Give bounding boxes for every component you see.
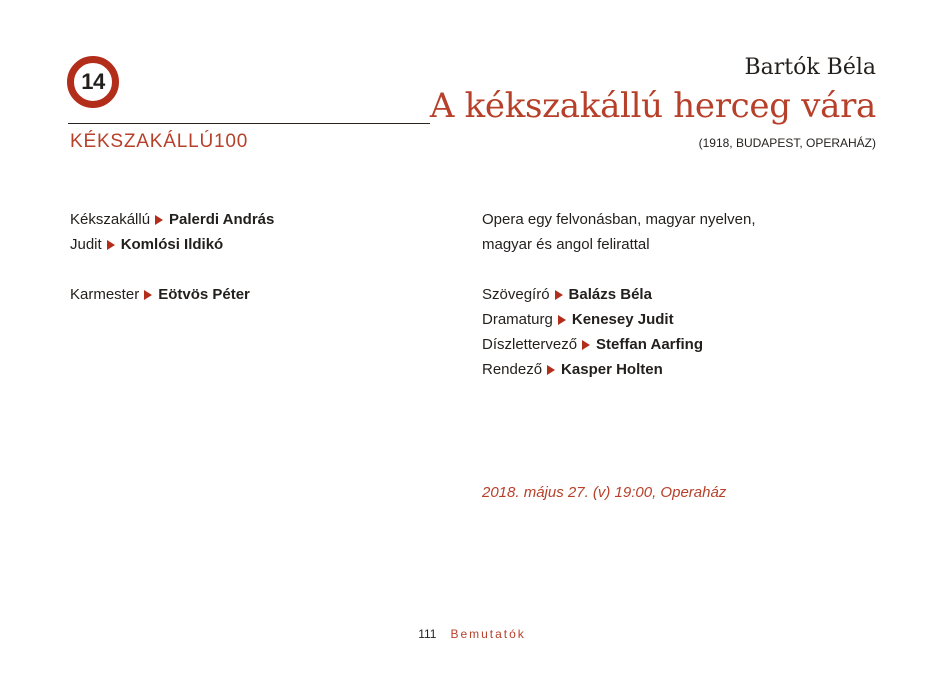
triangle-right-icon — [582, 340, 590, 350]
role-label: Kékszakállú — [70, 211, 151, 228]
triangle-right-icon — [107, 240, 115, 250]
performer-name: Eötvös Péter — [158, 286, 250, 303]
crew-row — [482, 357, 882, 382]
role-label: Dramaturg — [482, 311, 553, 328]
triangle-right-icon — [144, 290, 152, 300]
crew-row — [482, 282, 882, 307]
crew-name: Steffan Aarfing — [596, 336, 703, 353]
info-column — [482, 207, 882, 382]
section-name: Bemutatók — [450, 627, 526, 641]
triangle-right-icon — [558, 315, 566, 325]
crew-name: Balázs Béla — [568, 286, 652, 303]
performer-name: Komlósi Ildikó — [120, 236, 224, 253]
crew-row — [482, 307, 882, 332]
header-rule — [68, 123, 430, 124]
spacer — [482, 257, 882, 282]
crew-row — [482, 332, 882, 357]
role-label: Szövegíró — [482, 286, 550, 303]
description-line: magyar és angol felirattal — [482, 236, 650, 253]
spacer — [70, 257, 450, 282]
page-footer — [0, 627, 944, 641]
performance-date: 2018. május 27. (v) 19:00, Operaház — [482, 484, 727, 501]
role-label: Rendező — [482, 361, 543, 378]
cast-row — [70, 207, 450, 232]
triangle-right-icon — [155, 215, 163, 225]
performer-name: Palerdi András — [169, 211, 275, 228]
work-title: A kékszakállú herceg vára — [429, 86, 876, 126]
triangle-right-icon — [547, 365, 555, 375]
composer-name: Bartók Béla — [744, 55, 876, 80]
crew-name: Kasper Holten — [561, 361, 663, 378]
role-label: Díszlettervező — [482, 336, 578, 353]
description-line: Opera egy felvonásban, magyar nyelven, — [482, 211, 756, 228]
event-number: 14 — [81, 69, 105, 94]
crew-name: Kenesey Judit — [571, 311, 674, 328]
page-number: 111 — [418, 627, 437, 641]
conductor-row — [70, 282, 450, 307]
series-label: KÉKSZAKÁLLÚ100 — [70, 131, 249, 152]
cast-row — [70, 232, 450, 257]
triangle-right-icon — [555, 290, 563, 300]
cast-column — [70, 207, 450, 307]
role-label: Karmester — [70, 286, 140, 303]
event-number-badge — [67, 56, 119, 108]
work-subtitle: (1918, BUDAPEST, OPERAHÁZ) — [698, 136, 876, 150]
role-label: Judit — [70, 236, 102, 253]
